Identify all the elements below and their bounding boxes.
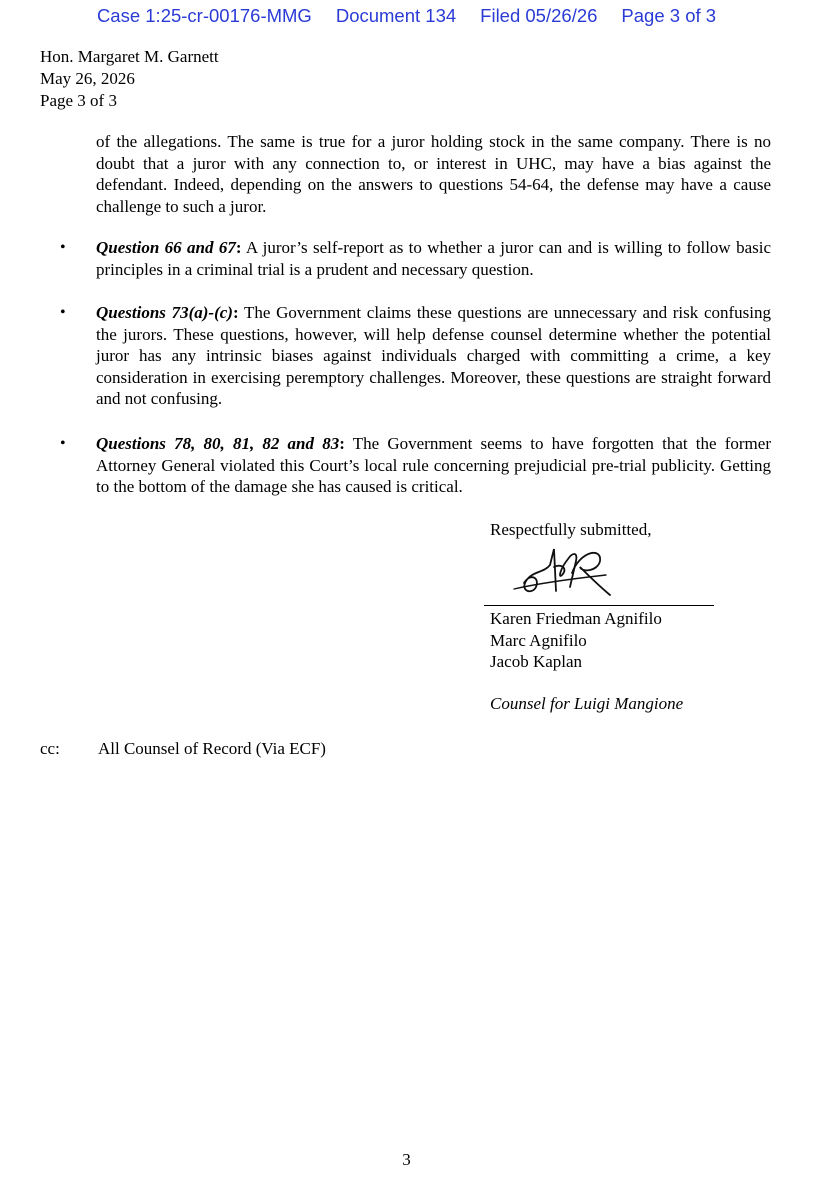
letterhead	[40, 46, 219, 112]
cc-label: cc:	[40, 739, 60, 758]
ecf-filed-date: Filed 05/26/26	[480, 5, 598, 26]
ecf-case-number: Case 1:25-cr-00176-MMG	[96, 5, 312, 26]
continuation-paragraph: of the allegations. The same is true for a juror holding stock in the same company. There is no doubt that a juror with any connection to, or interest in UHC, may have a bias against the defendant. Indeed, depending on the answers to questions 54-64, the defense may have a cause challenge to such a juror.	[96, 132, 771, 216]
signature-line	[484, 605, 714, 606]
bullet-item	[96, 237, 771, 280]
ecf-document-number: Document 134	[335, 5, 457, 26]
bullet-text: The Government seems to have forgotten that the former Attorney General violated this Court’s local rule concerning prejudicial pre-trial publicity. Getting to the bottom of the damage she has caused is critical.	[96, 434, 771, 496]
recipient: Hon. Margaret M. Garnett	[40, 47, 219, 66]
bullet-item	[96, 302, 771, 410]
page-number: 3	[402, 1150, 411, 1169]
bullet-text: A juror’s self-report as to whether a juror can and is willing to follow basic principles in a criminal trial is a prudent and necessary question.	[96, 238, 772, 279]
letter-page: Page 3 of 3	[40, 91, 117, 110]
bullet-icon: •	[60, 435, 66, 452]
closing-salutation: Respectfully submitted,	[490, 520, 652, 539]
heading-colon: :	[339, 434, 345, 453]
signatory-name: Karen Friedman Agnifilo	[490, 609, 662, 628]
bullet-heading: Question 66 and 67	[96, 238, 236, 257]
counsel-role: Counsel for Luigi Mangione	[490, 694, 684, 713]
signatory-list	[490, 608, 662, 673]
ecf-header	[0, 5, 813, 27]
bullet-heading: Questions 78, 80, 81, 82 and 83	[96, 434, 340, 453]
signature	[510, 543, 620, 605]
cc-line	[40, 738, 326, 760]
bullet-icon: •	[60, 239, 66, 256]
signatory-name: Jacob Kaplan	[490, 652, 583, 671]
cc-text: All Counsel of Record (Via ECF)	[98, 739, 326, 758]
letter-date: May 26, 2026	[40, 69, 135, 88]
bullet-text: The Government claims these questions are unnecessary and risk confusing the jurors. These questions, however, will help defense counsel determine whether the potential juror has any intrinsic biases against individuals charged with committing a crime, a key consideration in exercising peremptory challenges. Moreover, these questions are straight forward and not confusing.	[96, 303, 771, 408]
bullet-heading: Questions 73(a)-(c)	[96, 303, 233, 322]
bullet-item	[96, 433, 771, 498]
signatory-name: Marc Agnifilo	[490, 630, 587, 650]
heading-colon: :	[232, 303, 239, 322]
bullet-icon: •	[60, 304, 66, 321]
heading-colon: :	[235, 238, 242, 257]
ecf-page: Page 3 of 3	[621, 5, 717, 26]
